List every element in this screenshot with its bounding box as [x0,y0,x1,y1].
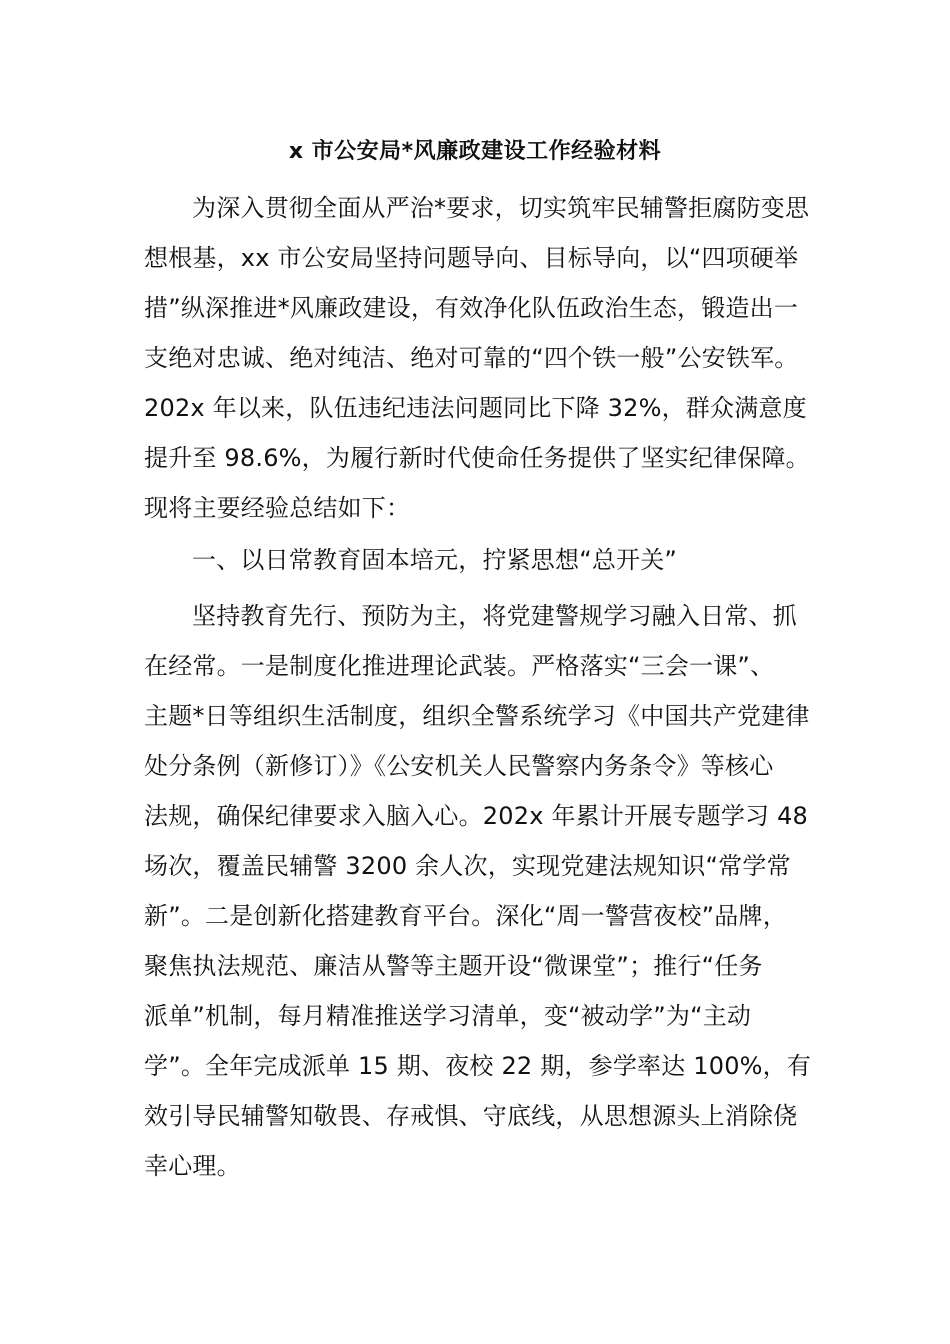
heading-text: 一、以日常教育固本培元，拧紧思想“总开关” [192,546,678,574]
paragraph-line: 场次，覆盖民辅警 3200 余人次，实现党建法规知识“常学常 [144,852,791,880]
paragraph-line: 提升至 98.6%，为履行新时代使命任务提供了坚实纪律保障。 [144,444,810,472]
paragraph-line: 派单”机制，每月精准推送学习清单，变“被动学”为“主动 [144,1002,752,1030]
paragraph-line: 法规，确保纪律要求入脑入心。202x 年累计开展专题学习 48 [144,802,809,830]
section-heading [144,535,806,585]
section-paragraph [144,591,812,1191]
paragraph-line: 学”。全年完成派单 15 期、夜校 22 期，参学率达 100%，有 [144,1052,812,1080]
paragraph-line: 在经常。一是制度化推进理论武装。严格落实“三会一课”、 [144,652,775,680]
heading-line [144,535,806,585]
paragraph-line: 想根基，xx 市公安局坚持问题导向、目标导向，以“四项硬举 [144,244,799,272]
paragraph-line: 支绝对忠诚、绝对纯洁、绝对可靠的“四个铁一般”公安铁军。 [144,344,799,372]
paragraph-line [144,591,806,641]
paragraph-line: 现将主要经验总结如下： [144,494,411,522]
paragraph-line: 处分条例（新修订）》《公安机关人民警察内务条令》等核心 [144,752,774,780]
paragraph-line: 措”纵深推进*风廉政建设，有效净化队伍政治生态，锻造出一 [144,294,799,322]
document-title: x 市公安局*风廉政建设工作经验材料 [288,139,662,164]
paragraph-line: 主题*日等组织生活制度，组织全警系统学习《中国共产党建律 [144,702,810,730]
line-text: 坚持教育先行、预防为主，将党建警规学习融入日常、抓 [192,602,797,630]
paragraph-line: 幸心理。 [144,1152,241,1180]
line-text: 为深入贯彻全面从严治*要求，切实筑牢民辅警拒腐防变思 [192,194,810,222]
paragraph-line: 聚焦执法规范、廉洁从警等主题开设“微课堂”；推行“任务 [144,952,763,980]
paragraph-line [144,183,810,233]
intro-paragraph [144,183,810,533]
paragraph-line: 202x 年以来，队伍违纪违法问题同比下降 32%，群众满意度 [144,394,807,422]
paragraph-line: 新”。二是创新化搭建教育平台。深化“周一警营夜校”品牌， [144,902,787,930]
paragraph-line: 效引导民辅警知敬畏、存戒惧、守底线，从思想源头上消除侥 [144,1102,798,1130]
